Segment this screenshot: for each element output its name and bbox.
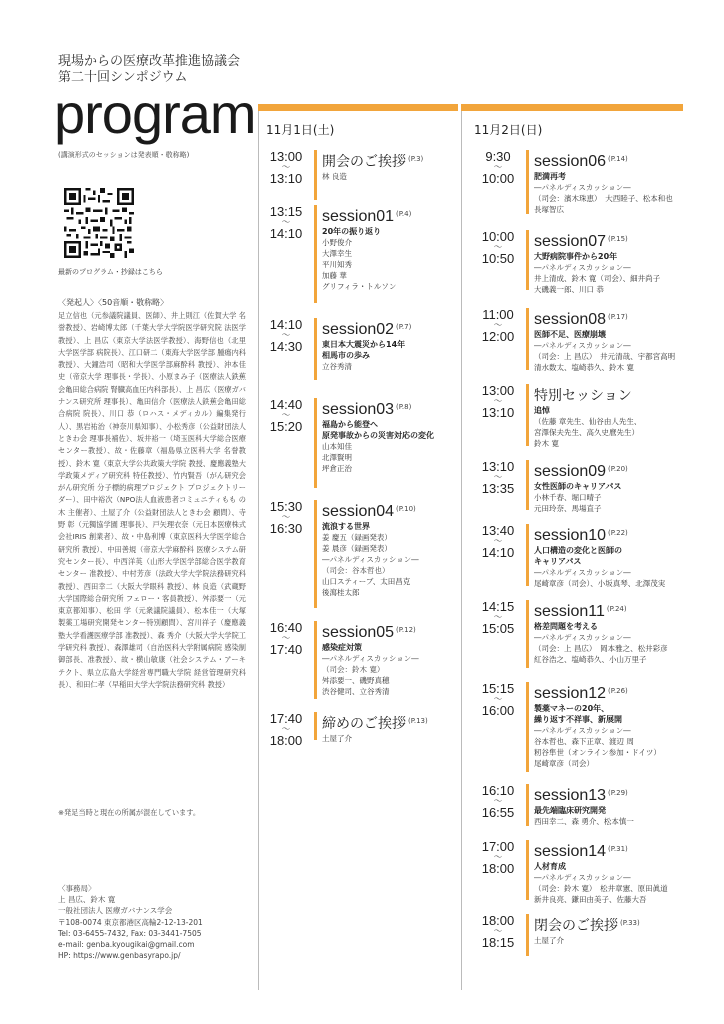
end-time: 13:35	[481, 481, 515, 496]
speaker-names: 井上清成、鈴木 寛（司会）、細井尚子	[534, 274, 661, 283]
tilde-separator: ～	[281, 162, 291, 172]
session-accent-bar	[526, 600, 529, 668]
session-name: session08	[534, 311, 607, 328]
session-accent-bar	[526, 384, 529, 446]
end-time: 14:10	[481, 545, 515, 560]
start-time: 13:15	[269, 204, 303, 219]
tilde-separator: ～	[281, 330, 291, 340]
session-content	[322, 150, 472, 182]
session-name: session05	[322, 624, 395, 641]
promoters-title: 〈発起人〉〈50音順・敬称略〉	[58, 298, 169, 307]
start-time: 15:15	[481, 681, 515, 696]
secretariat-email[interactable]: e-mail: genba.kyougikai@gmail.com	[58, 940, 195, 950]
page-ref: (P.10)	[396, 505, 416, 513]
start-time: 17:40	[269, 711, 303, 726]
speaker-names: 西田幸二、森 勇介、松本慎一	[534, 817, 634, 826]
session-theme: 追悼	[534, 406, 550, 415]
end-time: 10:00	[481, 171, 515, 186]
session-title	[534, 600, 684, 621]
time-range	[474, 524, 522, 559]
time-range	[474, 308, 522, 343]
session-content	[534, 914, 684, 946]
speaker-names: 長塚智広	[534, 205, 564, 214]
session-content	[534, 230, 684, 295]
session-content	[534, 682, 684, 769]
session-theme: 肥満再考	[534, 172, 566, 181]
session-title	[322, 205, 472, 226]
time-range	[474, 914, 522, 949]
session-title	[322, 398, 472, 419]
page-ref: (P.24)	[606, 605, 627, 613]
session-format: ―パネルディスカッション―	[322, 654, 419, 663]
page-ref: (P.15)	[608, 235, 628, 243]
session-content	[534, 460, 684, 514]
time-range	[474, 840, 522, 875]
session-theme: 福島から能登へ	[322, 420, 378, 429]
session-name: 締めのご挨拶	[322, 716, 406, 732]
tilde-separator: ～	[493, 536, 503, 546]
start-time: 18:00	[481, 913, 515, 928]
day2-title: 11月2日(日)	[474, 123, 543, 137]
session-theme: 女性医師のキャリアパス	[534, 482, 622, 491]
page-ref: (P.22)	[608, 529, 628, 537]
page-ref: (P.7)	[396, 323, 412, 331]
session-theme: 大野病院事件から20年	[534, 252, 618, 261]
speaker-names: 坪倉正治	[322, 464, 352, 473]
session-format: （司会：谷本哲也）	[322, 566, 390, 575]
page-ref: (P.26)	[608, 687, 628, 695]
time-range	[262, 621, 310, 656]
session-format: ―パネルディスカッション―	[534, 183, 631, 192]
page-ref: (P.17)	[608, 313, 628, 321]
session-content	[322, 398, 472, 474]
secretariat-website[interactable]: HP: https://www.genbasyrapo.jp/	[58, 951, 181, 961]
session-format: ―パネルディスカッション―	[534, 341, 631, 350]
page-ref: (P.31)	[608, 845, 628, 853]
session-theme: キャリアパス	[534, 557, 582, 566]
speaker-names: 小林千春、堀口晴子	[534, 493, 602, 502]
session-format: ―パネルディスカッション―	[534, 568, 631, 577]
tilde-separator: ～	[493, 926, 503, 936]
session-accent-bar	[526, 150, 529, 214]
tilde-separator: ～	[493, 612, 503, 622]
session-format: ―パネルディスカッション―	[534, 263, 631, 272]
session-theme: 最先端臨床研究開発	[534, 806, 606, 815]
tilde-separator: ～	[493, 694, 503, 704]
start-time: 16:10	[481, 783, 515, 798]
time-range	[262, 398, 310, 433]
secretariat	[58, 883, 203, 961]
session-title	[534, 914, 684, 935]
session-name: session09	[534, 463, 607, 480]
session-title	[322, 621, 472, 642]
speaker-names: 籾谷隼世（オンライン参加・ドイツ）	[534, 748, 661, 757]
session-accent-bar	[526, 460, 529, 510]
end-time: 18:00	[481, 861, 515, 876]
session-title	[534, 308, 684, 329]
speaker-names: 大澤幸生	[322, 249, 352, 258]
speaker-names: 尾崎章彦（司会）	[534, 759, 594, 768]
tilde-separator: ～	[281, 410, 291, 420]
session-content	[534, 384, 684, 449]
session-title	[534, 784, 684, 805]
tilde-separator: ～	[493, 796, 503, 806]
session-title	[534, 384, 684, 405]
page-ref: (P.29)	[608, 789, 628, 797]
session-content	[534, 150, 684, 215]
day1-accent-bar	[258, 104, 458, 111]
session-format: ―パネルディスカッション―	[534, 633, 631, 642]
end-time: 18:15	[481, 935, 515, 950]
page-ref: (P.14)	[608, 155, 628, 163]
session-name: 閉会のご挨拶	[534, 918, 618, 934]
speaker-names: （司会：鈴木 寛） 松井章憲、原田眞道	[534, 884, 668, 893]
session-content	[322, 621, 472, 697]
session-accent-bar	[526, 308, 529, 370]
session-accent-bar	[526, 840, 529, 900]
speaker-names: 清水数太、塩崎恭久、鈴木 寛	[534, 363, 634, 372]
speaker-names: （司会：上 昌広） 岡本雅之、松井彩彦	[534, 644, 668, 653]
session-accent-bar	[526, 682, 529, 772]
org-name: 現場からの医療改革推進協議会	[58, 54, 241, 69]
promoters-list: 足立信也（元参議院議員、医師）、井上則江（佐賀大学 名誉教授）、岩崎博太郎（千葉大学大学院医学研究院 法医学教授）、上 昌広（東京大学法医学教授）、海野信也（北里大学医学部 病院長）、江口研二（東海大学医学部 腫瘍内科教授）、大鐘浩司（昭和大学医学部麻酔科 教授）、沖本佳史（帝京大学 理事長・学長）、小原まみ子（医療法人鉄蕉会亀田総合病院 腎臓高血圧内科部長）、上 昌広（医療ガバナンス研究所 理事長）、亀田信介（医療法人鉄蕉会亀田総合病院 院長）、川口 恭（ロハス・メディカル）編集発行人）、黒岩祐治（神奈川県知事）、小松秀彦（公益財団法人ときわ会 理事長補佐）、坂井裕一（埼玉医科大学総合医療センター教授）、故・佐藤章（福島県立医科大学 名誉教授）、鈴木 寛（東京大学公共政策大学院 教授、慶應義塾大学政策メディア研究科 特任教授）、竹内賢吾（がん研究会がん研究所 分子標的病理プロジェクト プロジェクトリーダー）、田中裕次（NPO法人血液患者コミュニティもも の木 主催者）、土屋了介（公益財団法人ときわ会 顧問）、寺野 彰（元獨協学園 理事長）、戸矢理衣奈（元日本医療株式会社IRIS 創業者）、故・中島利博（東京医科大学医学総合研究所 教授）、中田善規（帝京大学麻酔科 医療システム研究センター長）、中西洋英（山形大学医学部総合医学教育センター 准教授）、中村芳彦（法政大学大学院法務研究科 教授）、西田幸二（大阪大学眼科 教授）、林 良造（武蔵野大学国際総合研究所 フェロー・客員教授）、舛添要一（元東京都知事）、松田 学（元衆議院議員）、松本佳一（大塚製薬工場研究開発センター特別顧問）、宮川祥子（慶應義塾大学看護医療学部 准教授）、森 秀介（大阪大学大学院工学研究科 教授）、森澤雄司（自治医科大学附属病院 感染制御部長、准教授）、故・横山敏康（社会システム・アーキテクト、県立広島大学経営専門職大学院 経営管理研究科長）、和田仁孝（早稲田大学大学院法務研究科 教授）	[58, 311, 246, 689]
session-content	[534, 784, 684, 827]
tilde-separator: ～	[493, 472, 503, 482]
session-accent-bar	[314, 150, 317, 200]
session-title	[534, 682, 684, 703]
session-theme: 流浪する世界	[322, 522, 370, 531]
speaker-names: 宮澤保夫先生、高久史麿先生）	[534, 428, 639, 437]
session-theme: 原発事故からの災害対応の変化	[322, 431, 434, 440]
end-time: 14:30	[269, 339, 303, 354]
end-time: 14:10	[269, 226, 303, 241]
session-format: ―パネルディスカッション―	[322, 555, 419, 564]
speaker-names: 小野俊介	[322, 238, 352, 247]
speaker-names: 土屋了介	[322, 734, 352, 743]
session-format: ―パネルディスカッション―	[534, 873, 631, 882]
page-ref: (P.8)	[396, 403, 412, 411]
session-theme: 20年の振り返り	[322, 227, 382, 236]
page-ref: (P.12)	[396, 626, 416, 634]
page-ref: (P.33)	[620, 919, 640, 927]
day1-rule	[258, 106, 259, 990]
time-range	[474, 150, 522, 185]
session-accent-bar	[526, 230, 529, 290]
session-name: session01	[322, 208, 395, 225]
tilde-separator: ～	[493, 320, 503, 330]
start-time: 14:10	[269, 317, 303, 332]
speaker-names: 新井良亮、鎌田由美子、佐藤大吾	[534, 895, 647, 904]
session-accent-bar	[314, 398, 317, 488]
speaker-names: 姜 慶五（録画発表）	[322, 533, 392, 542]
page-ref: (P.13)	[408, 717, 428, 725]
session-accent-bar	[526, 784, 529, 826]
session-theme: 繰り返す不祥事、新展開	[534, 715, 622, 724]
affiliation-remark: ※発足当時と現在の所属が混在しています。	[58, 808, 201, 817]
time-range	[474, 784, 522, 819]
qr-code-icon[interactable]	[64, 188, 134, 258]
session-title	[322, 150, 472, 171]
session-theme: 格差問題を考える	[534, 622, 598, 631]
speaker-names: 渋谷健司、立谷秀清	[322, 687, 390, 696]
start-time: 13:40	[481, 523, 515, 538]
session-name: session14	[534, 843, 607, 860]
session-title	[322, 318, 472, 339]
speaker-names: 尾崎章彦（司会）、小坂真琴、北澤茂実	[534, 579, 666, 588]
session-theme: 医師不足、医療崩壊	[534, 330, 606, 339]
session-accent-bar	[526, 914, 529, 956]
secretariat-line: Tel: 03-6455-7432, Fax: 03-3441-7505	[58, 928, 202, 938]
speaker-names: 平川知秀	[322, 260, 352, 269]
session-accent-bar	[314, 621, 317, 699]
speaker-names: 加藤 華	[322, 271, 347, 280]
session-name: session03	[322, 401, 395, 418]
session-content	[322, 500, 472, 598]
session-title	[534, 230, 684, 251]
page-title: program	[54, 82, 256, 145]
speaker-names: （司会：上 昌広） 井元清哉、宇都宮高明	[534, 352, 676, 361]
speaker-names: 元田玲奈、馬場直子	[534, 504, 602, 513]
session-theme: 人材育成	[534, 862, 566, 871]
end-time: 12:00	[481, 329, 515, 344]
end-time: 16:30	[269, 521, 303, 536]
session-accent-bar	[314, 205, 317, 303]
page-ref: (P.20)	[608, 465, 628, 473]
session-title	[322, 712, 472, 733]
time-range	[474, 600, 522, 635]
time-range	[474, 384, 522, 419]
speaker-names: 北澤賢明	[322, 453, 352, 462]
session-theme: 製薬マネーの20年、	[534, 704, 610, 713]
start-time: 14:40	[269, 397, 303, 412]
speaker-names: 鈴木 寛	[534, 439, 559, 448]
time-range	[474, 682, 522, 717]
session-content	[534, 600, 684, 665]
end-time: 16:55	[481, 805, 515, 820]
speaker-names: 舛添要一、磯野真穂	[322, 676, 390, 685]
session-name: 特別セッション	[534, 388, 632, 404]
time-range	[262, 712, 310, 747]
speaker-names: 姜 晨彦（録画発表）	[322, 544, 392, 553]
end-time: 10:50	[481, 251, 515, 266]
secretariat-line: 一般社団法人 医療ガバナンス学会	[58, 906, 173, 916]
session-title	[534, 840, 684, 861]
session-accent-bar	[526, 524, 529, 586]
start-time: 13:00	[481, 383, 515, 398]
session-accent-bar	[314, 712, 317, 740]
session-name: 開会のご挨拶	[322, 154, 406, 170]
tilde-separator: ～	[493, 852, 503, 862]
session-format: （司会：鈴木 寛）	[322, 665, 385, 674]
session-name: session07	[534, 233, 607, 250]
session-content	[534, 840, 684, 905]
speaker-names: 大磯義一郎、川口 恭	[534, 285, 604, 294]
order-note: (講演形式のセッションは発表順・敬称略)	[58, 151, 190, 159]
tilde-separator: ～	[281, 633, 291, 643]
session-title	[534, 150, 684, 171]
speaker-names: 林 良造	[322, 172, 347, 181]
speaker-names: 後瀉桂太郎	[322, 588, 360, 597]
session-name: session11	[534, 603, 605, 620]
session-name: session02	[322, 321, 395, 338]
start-time: 11:00	[482, 307, 514, 322]
day2-accent-bar	[461, 104, 683, 111]
time-range	[262, 500, 310, 535]
session-name: session06	[534, 153, 607, 170]
session-name: session13	[534, 787, 607, 804]
time-range	[262, 318, 310, 353]
end-time: 15:20	[269, 419, 303, 434]
session-content	[534, 308, 684, 373]
start-time: 15:30	[269, 499, 303, 514]
symposium-name: 第二十回シンポジウム	[58, 70, 188, 85]
session-accent-bar	[314, 500, 317, 608]
end-time: 13:10	[481, 405, 515, 420]
speaker-names: 立谷秀清	[322, 362, 352, 371]
day1-title: 11月1日(土)	[266, 123, 335, 137]
start-time: 13:00	[269, 149, 303, 164]
session-name: session12	[534, 685, 607, 702]
secretariat-line: 〒108-0074 東京都港区高輪2-12-13-201	[58, 917, 203, 927]
session-content	[322, 712, 472, 744]
session-accent-bar	[314, 318, 317, 380]
start-time: 9:30	[485, 149, 511, 164]
session-title	[534, 460, 684, 481]
speaker-names: 山口スティーブ、太田昌克	[322, 577, 411, 586]
start-time: 10:00	[481, 229, 515, 244]
speaker-names: 山本知佳	[322, 442, 352, 451]
speaker-names: （佐藤 章先生、仙谷由人先生、	[534, 417, 642, 426]
start-time: 17:00	[481, 839, 515, 854]
start-time: 13:10	[481, 459, 515, 474]
tilde-separator: ～	[281, 512, 291, 522]
speaker-names: 土屋了介	[534, 936, 564, 945]
page-ref: (P.4)	[396, 210, 412, 218]
end-time: 18:00	[269, 733, 303, 748]
time-range	[474, 460, 522, 495]
session-name: session04	[322, 503, 395, 520]
qr-caption: 最新のプログラム・抄録はこちら	[58, 268, 163, 276]
end-time: 13:10	[269, 171, 303, 186]
start-time: 16:40	[269, 620, 303, 635]
speaker-names: （司会：濱木珠恵） 大西睦子、松本和也	[534, 194, 673, 203]
time-range	[474, 230, 522, 265]
tilde-separator: ～	[493, 162, 503, 172]
session-format: ―パネルディスカッション―	[534, 726, 631, 735]
speaker-names: 谷本哲也、森下正章、渡辺 周	[534, 737, 634, 746]
session-name: session10	[534, 527, 607, 544]
end-time: 16:00	[481, 703, 515, 718]
tilde-separator: ～	[493, 396, 503, 406]
start-time: 14:15	[481, 599, 515, 614]
session-theme: 人口構造の変化と医師の	[534, 546, 622, 555]
tilde-separator: ～	[493, 242, 503, 252]
session-title	[534, 524, 684, 545]
speaker-names: 紅谷浩之、塩崎恭久、小山万里子	[534, 655, 647, 664]
end-time: 15:05	[481, 621, 515, 636]
secretariat-title: 〈事務局〉	[58, 884, 96, 893]
secretariat-line: 上 昌広、鈴木 寛	[58, 895, 116, 905]
time-range	[262, 205, 310, 240]
session-title	[322, 500, 472, 521]
session-content	[322, 205, 472, 292]
session-theme: 相馬市の歩み	[322, 351, 370, 360]
session-content	[322, 318, 472, 372]
session-theme: 東日本大震災から14年	[322, 340, 406, 349]
tilde-separator: ～	[281, 217, 291, 227]
speaker-names: グリフィラ・トルソン	[322, 282, 397, 291]
page-ref: (P.3)	[408, 155, 424, 163]
end-time: 17:40	[269, 642, 303, 657]
time-range	[262, 150, 310, 185]
session-theme: 感染症対策	[322, 643, 362, 652]
session-content	[534, 524, 684, 589]
tilde-separator: ～	[281, 724, 291, 734]
